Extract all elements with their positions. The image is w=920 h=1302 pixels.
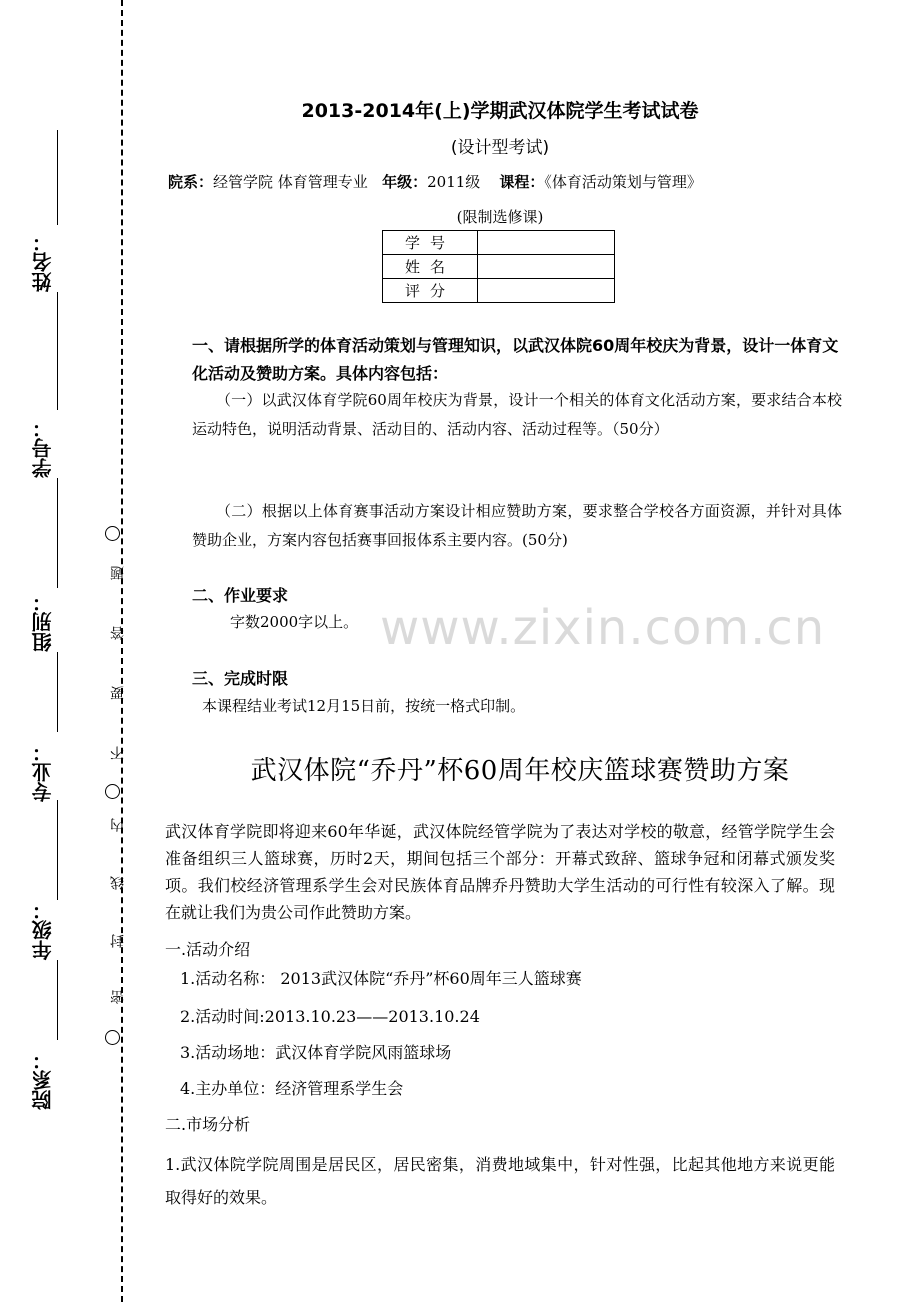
seal-circle-mid	[105, 784, 120, 799]
question-1-heading: 一、请根据所学的体育活动策划与管理知识，以武汉体院60周年校庆为背景，设计一体育文化活动及赞助方案。具体内容包括：	[192, 336, 839, 383]
seal-char: 线	[110, 876, 126, 890]
question-1-part-1: （一）以武汉体育学院60周年校庆为背景，设计一个相关的体育文化活动方案，要求结合本校运动特色，说明活动背景、活动目的、活动内容、活动过程等。（50分）	[192, 391, 842, 438]
name-fill-line	[57, 130, 58, 225]
dept-fill-line	[57, 960, 58, 1040]
course-key: 课程：	[499, 173, 545, 191]
dept-value: 经管学院 体育管理专业	[213, 173, 368, 191]
exam-meta-line	[168, 171, 868, 192]
seal-char: 封	[110, 934, 126, 948]
question-2-heading: 二、作业要求	[192, 586, 289, 605]
dept-key: 院系：	[168, 173, 214, 191]
binding-dashed-line	[121, 0, 123, 1302]
question-3-text: 本课程结业考试12月15日前，按统一格式印制。	[202, 697, 526, 715]
list-item: 1.活动名称： 2013武汉体院“乔丹”杯60周年三人篮球赛	[180, 969, 582, 988]
name-cell-label: 姓名	[383, 255, 478, 279]
exam-subtitle: (设计型考试)	[450, 138, 550, 158]
seal-char: 题	[110, 566, 126, 580]
seal-char: 不	[110, 746, 126, 760]
table-row	[383, 231, 615, 255]
group-label: 组别：	[31, 592, 55, 652]
seal-char: 内	[110, 818, 126, 832]
plan-title: 武汉体院“乔丹”杯60周年校庆篮球赛赞助方案	[250, 756, 790, 786]
list-item: 2.活动时间:2013.10.23——2013.10.24	[180, 1007, 480, 1026]
name-label: 姓名：	[31, 232, 55, 292]
question-3-heading: 三、完成时限	[192, 669, 289, 688]
grade-label: 年级：	[31, 900, 55, 960]
seal-char: 答	[110, 626, 126, 640]
name-cell-value[interactable]	[478, 255, 615, 279]
list-item: 3.活动场地：武汉体育学院风雨篮球场	[180, 1043, 452, 1062]
student-no-cell-value[interactable]	[478, 231, 615, 255]
question-1-part-2: （二）根据以上体育赛事活动方案设计相应赞助方案，要求整合学校各方面资源，并针对具体赞助企业，方案内容包括赛事回报体系主要内容。(50分)	[192, 502, 842, 549]
seal-circle-top	[105, 526, 120, 541]
table-row	[383, 279, 615, 303]
dept-label: 院系：	[31, 1050, 55, 1110]
student-no-label: 学号：	[31, 418, 55, 478]
list-item: 4.主办单位：经济管理系学生会	[180, 1079, 404, 1098]
seal-char: 要	[110, 686, 126, 700]
watermark-text: www.zixin.com.cn	[380, 600, 826, 656]
course-value: 《体育活动策划与管理》	[544, 173, 702, 191]
exam-title: 2013-2014年(上)学期武汉体院学生考试试卷	[301, 100, 699, 122]
restrict-note: (限制选修课)	[456, 208, 544, 226]
section-1-heading: 一.活动介绍	[165, 940, 251, 959]
student-info-table	[382, 230, 615, 303]
grade-key: 年级：	[382, 173, 428, 191]
grade-fill-line	[57, 800, 58, 900]
seal-circle-bottom	[105, 1030, 120, 1045]
plan-intro: 武汉体育学院即将迎来60年华诞，武汉体院经管学院为了表达对学校的敬意，经管学院学生会准备组织三人篮球赛，历时2天，期间包括三个部分：开幕式致辞、篮球争冠和闭幕式颁发奖项。我们校经济管理系学生会对民族体育品牌乔丹赞助大学生活动的可行性有较深入了解。现在就让我们为贵公司作此赞助方案。	[165, 822, 835, 922]
analysis-paragraph-1: 1.武汉体院学院周围是居民区，居民密集，消费地域集中，针对性强，比起其他地方来说更能取得好的效果。	[165, 1155, 835, 1207]
group-fill-line	[57, 478, 58, 588]
major-fill-line	[57, 652, 58, 732]
student-no-fill-line	[57, 292, 58, 410]
score-cell-value[interactable]	[478, 279, 615, 303]
major-label: 专业：	[31, 742, 55, 802]
section-2-heading: 二.市场分析	[165, 1115, 251, 1134]
grade-value: 2011级	[427, 173, 481, 191]
student-no-cell-label: 学号	[383, 231, 478, 255]
table-row	[383, 255, 615, 279]
score-cell-label: 评分	[383, 279, 478, 303]
question-2-text: 字数2000字以上。	[230, 613, 359, 631]
seal-char: 密	[110, 990, 126, 1004]
